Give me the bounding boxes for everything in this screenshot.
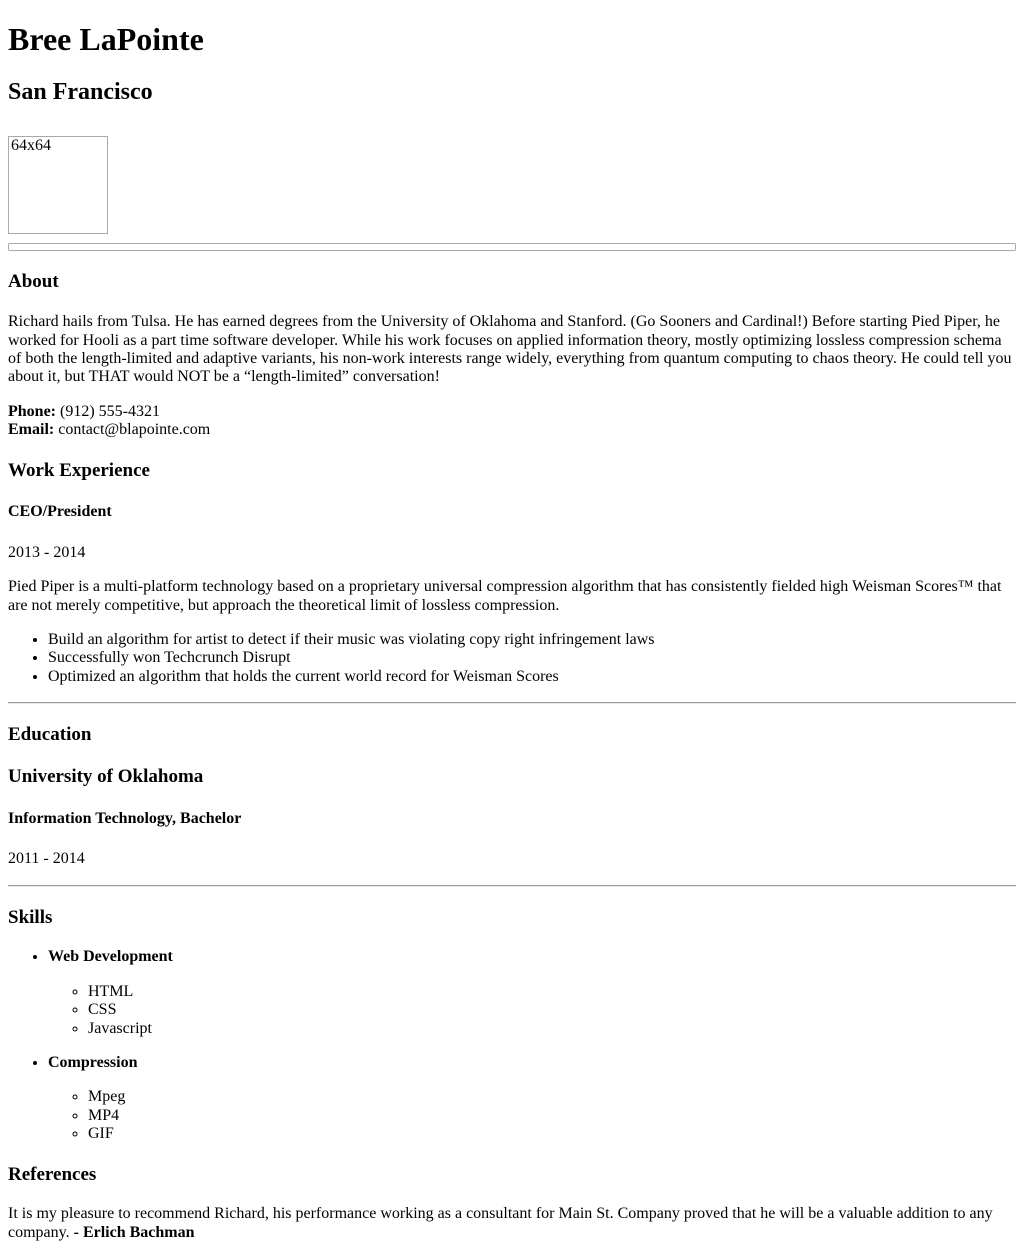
- job-title: CEO/President: [8, 503, 112, 521]
- job-bullet-list: [8, 631, 1016, 686]
- work-experience-heading: Work Experience: [8, 459, 150, 481]
- list-item: ◦ GIF: [88, 1125, 1016, 1143]
- skill-group: [48, 1054, 1016, 1144]
- list-item: ◦ Javascript: [88, 1020, 1016, 1038]
- skills-list: [8, 948, 1016, 1143]
- reference-quote: It is my pleasure to recommend Richard, his performance working as a consultant for Main St. Company proved that he will be a valuable addition to any company.: [8, 1205, 993, 1241]
- list-item: ◦ Mpeg: [88, 1088, 1016, 1106]
- job-dates: 2013 - 2014: [8, 543, 86, 561]
- list-item: ◦ HTML: [88, 983, 1016, 1001]
- phone-label: Phone:: [8, 402, 56, 420]
- list-item: • Successfully won Techcrunch Disrupt: [48, 649, 1016, 667]
- skill-group-name: • Web Development: [48, 948, 173, 966]
- skill-items: [48, 1088, 1016, 1143]
- section-divider: [8, 702, 1016, 704]
- skill-items: [48, 983, 1016, 1038]
- phone-value: (912) 555-4321: [60, 402, 160, 420]
- list-item: • Build an algorithm for artist to detect if their music was violating copy right infringement laws: [48, 631, 1016, 649]
- reference-paragraph: [8, 1205, 1016, 1242]
- contact-block: [8, 403, 1016, 440]
- avatar-alt-text: 64x64: [11, 137, 51, 155]
- page-title: Bree LaPointe: [8, 21, 204, 57]
- email-label: Email:: [8, 421, 55, 439]
- education-heading: Education: [8, 724, 92, 746]
- location-heading: San Francisco: [8, 78, 153, 105]
- section-divider: [8, 243, 1016, 251]
- email-value: contact@blapointe.com: [58, 421, 211, 439]
- reference-attribution: - Erlich Bachman: [73, 1223, 195, 1241]
- skill-group: [48, 948, 1016, 1038]
- list-item: ◦ MP4: [88, 1107, 1016, 1125]
- education-dates: 2011 - 2014: [8, 850, 85, 868]
- degree-name: Information Technology, Bachelor: [8, 809, 242, 827]
- section-divider: [8, 885, 1016, 887]
- skills-heading: Skills: [8, 906, 53, 928]
- references-heading: References: [8, 1163, 97, 1185]
- job-summary: Pied Piper is a multi-platform technology based on a proprietary universal compression algorithm that has consistently fielded high Weisman Scores™ that are not merely competitive, but approach the theoretical limit of lossless compression.: [8, 578, 1002, 614]
- school-name: University of Oklahoma: [8, 766, 204, 787]
- skill-group-name: • Compression: [48, 1054, 138, 1072]
- avatar: [8, 136, 108, 234]
- list-item: • Optimized an algorithm that holds the current world record for Weisman Scores: [48, 668, 1016, 686]
- about-heading: About: [8, 271, 59, 293]
- about-paragraph: Richard hails from Tulsa. He has earned degrees from the University of Oklahoma and Stanford. (Go Sooners and Cardinal!) Before starting Pied Piper, he worked for Hooli as a part time software developer. While his work focuses on applied information theory, mostly optimizing lossless compression schema of both the length-limited and adaptive variants, his non-work interests range widely, everything from quantum computing to chaos theory. He could tell you about it, but THAT would NOT be a “length-limited” conversation!: [8, 313, 1012, 386]
- list-item: ◦ CSS: [88, 1001, 1016, 1019]
